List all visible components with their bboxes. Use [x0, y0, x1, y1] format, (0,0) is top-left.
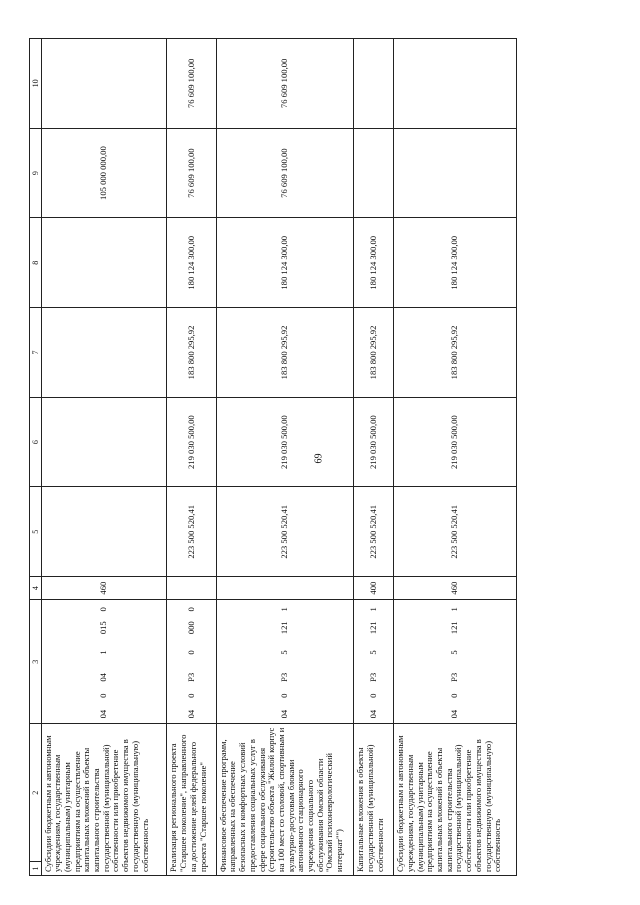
classification-code: [354, 600, 394, 724]
code-part: 1: [449, 607, 460, 612]
amount-cell: [41, 218, 167, 308]
code-part: P3: [279, 672, 290, 682]
code-part: 0: [279, 693, 290, 698]
amount-cell: [394, 128, 517, 218]
amount-cell: 223 500 520,41: [394, 487, 517, 577]
amount-cell: [354, 39, 394, 129]
row-description: Капитальные вложения в объекты государственной (муниципальной) собственности: [354, 724, 394, 876]
code-part: 121: [367, 621, 378, 635]
amount-cell: [354, 128, 394, 218]
column-header: 4: [30, 577, 42, 600]
code-part: 121: [449, 621, 460, 635]
amount-cell: [41, 487, 167, 577]
code-part: 04: [279, 709, 290, 719]
code-part: 0: [185, 650, 196, 655]
code-part: 5: [279, 650, 290, 655]
column-header: 7: [30, 308, 42, 398]
code-part: 0: [98, 693, 109, 698]
amount-cell: 76 609 100,00: [216, 39, 354, 129]
code-part: 04: [98, 673, 109, 682]
amount-cell: 180 124 300,00: [354, 218, 394, 308]
amount-cell: 183 800 295,92: [354, 308, 394, 398]
budget-table: [29, 38, 517, 876]
column-header: 10: [30, 39, 42, 129]
code-part: 1: [98, 650, 109, 655]
rotated-page: [29, 38, 517, 876]
code-part: 04: [98, 709, 109, 719]
table-row: [167, 39, 216, 876]
amount-cell: 76 609 100,00: [216, 128, 354, 218]
expense-type: [216, 577, 354, 600]
code-part: 015: [98, 621, 109, 635]
column-header: 6: [30, 397, 42, 487]
expense-type: 460: [41, 577, 167, 600]
code-part: 5: [449, 650, 460, 655]
amount-cell: [41, 308, 167, 398]
amount-cell: 183 800 295,92: [216, 308, 354, 398]
column-header: 9: [30, 128, 42, 218]
classification-code: [216, 600, 354, 724]
expense-type: [167, 577, 216, 600]
amount-cell: 183 800 295,92: [167, 308, 216, 398]
row-description: Реализация регионального проекта "Старшее поколение", направленного на достижение целей федерального проекта "Старшее поколение": [167, 724, 216, 876]
row-description: Финансовое обеспечение программ, направленных на обеспечение безопасных и комфортных условий предоставления социальных услуг в сфере социального обслуживания (строительство объекта "Жилой корпус на 100 мест со столовой, спортивным и культурно-досуговым блоками автономного стационарного учреждения социального обслуживания Омской области "Омский психоневрологический интернат""): [216, 724, 354, 876]
amount-cell: 219 030 500,00: [394, 397, 517, 487]
code-part: 04: [185, 709, 196, 719]
column-header: 2: [30, 724, 42, 862]
table-row: [354, 39, 394, 876]
code-part: 04: [449, 709, 460, 719]
column-header: 5: [30, 487, 42, 577]
amount-cell: [394, 39, 517, 129]
column-header: 8: [30, 218, 42, 308]
amount-cell: 105 000 000,00: [41, 128, 167, 218]
table-row: [394, 39, 517, 876]
amount-cell: 180 124 300,00: [167, 218, 216, 308]
classification-code: [41, 600, 167, 724]
amount-cell: [41, 39, 167, 129]
code-part: 1: [279, 607, 290, 612]
amount-cell: 219 030 500,00: [354, 397, 394, 487]
code-part: 000: [185, 621, 196, 635]
amount-cell: [41, 397, 167, 487]
column-header: 1: [30, 862, 42, 876]
code-part: 0: [185, 607, 196, 612]
code-part: 0: [367, 693, 378, 698]
classification-code: [394, 600, 517, 724]
column-header: 3: [30, 600, 42, 724]
amount-cell: 180 124 300,00: [216, 218, 354, 308]
table-row: [216, 39, 354, 876]
code-part: 1: [367, 607, 378, 612]
table-row: [41, 39, 167, 876]
amount-cell: 180 124 300,00: [394, 218, 517, 308]
code-part: P3: [367, 672, 378, 682]
code-part: 121: [279, 621, 290, 635]
expense-type: 400: [354, 577, 394, 600]
amount-cell: 219 030 500,00: [216, 397, 354, 487]
amount-cell: 219 030 500,00: [167, 397, 216, 487]
amount-cell: 223 500 520,41: [354, 487, 394, 577]
code-part: 04: [367, 709, 378, 719]
amount-cell: 183 800 295,92: [394, 308, 517, 398]
code-part: P3: [185, 672, 196, 682]
page-number: 69: [313, 453, 325, 464]
code-part: 0: [185, 693, 196, 698]
code-part: 0: [98, 607, 109, 612]
code-part: 5: [367, 650, 378, 655]
amount-cell: 223 500 520,41: [216, 487, 354, 577]
amount-cell: 223 500 520,41: [167, 487, 216, 577]
amount-cell: 76 609 100,00: [167, 39, 216, 129]
code-part: 0: [449, 693, 460, 698]
expense-type: 460: [394, 577, 517, 600]
amount-cell: 76 609 100,00: [167, 128, 216, 218]
row-description: Субсидии бюджетным и автономным учреждениям, государственным (муниципальным) унитарным предприятиям на осуществление капитальных вложений в объекты капитального строительства государственной (муниципальной) собственности или приобретение объектов недвижимого имущества в государственную (муниципальную) собственность: [394, 724, 517, 876]
row-description: Субсидии бюджетным и автономным учреждениям, государственным (муниципальным) унитарным предприятиям на осуществление капитальных вложений в объекты капитального строительства государственной (муниципальной) собственности или приобретение объектов недвижимого имущества в государственную (муниципальную) собственность: [41, 724, 167, 876]
code-part: P3: [449, 672, 460, 682]
header-row: [30, 39, 42, 876]
classification-code: [167, 600, 216, 724]
